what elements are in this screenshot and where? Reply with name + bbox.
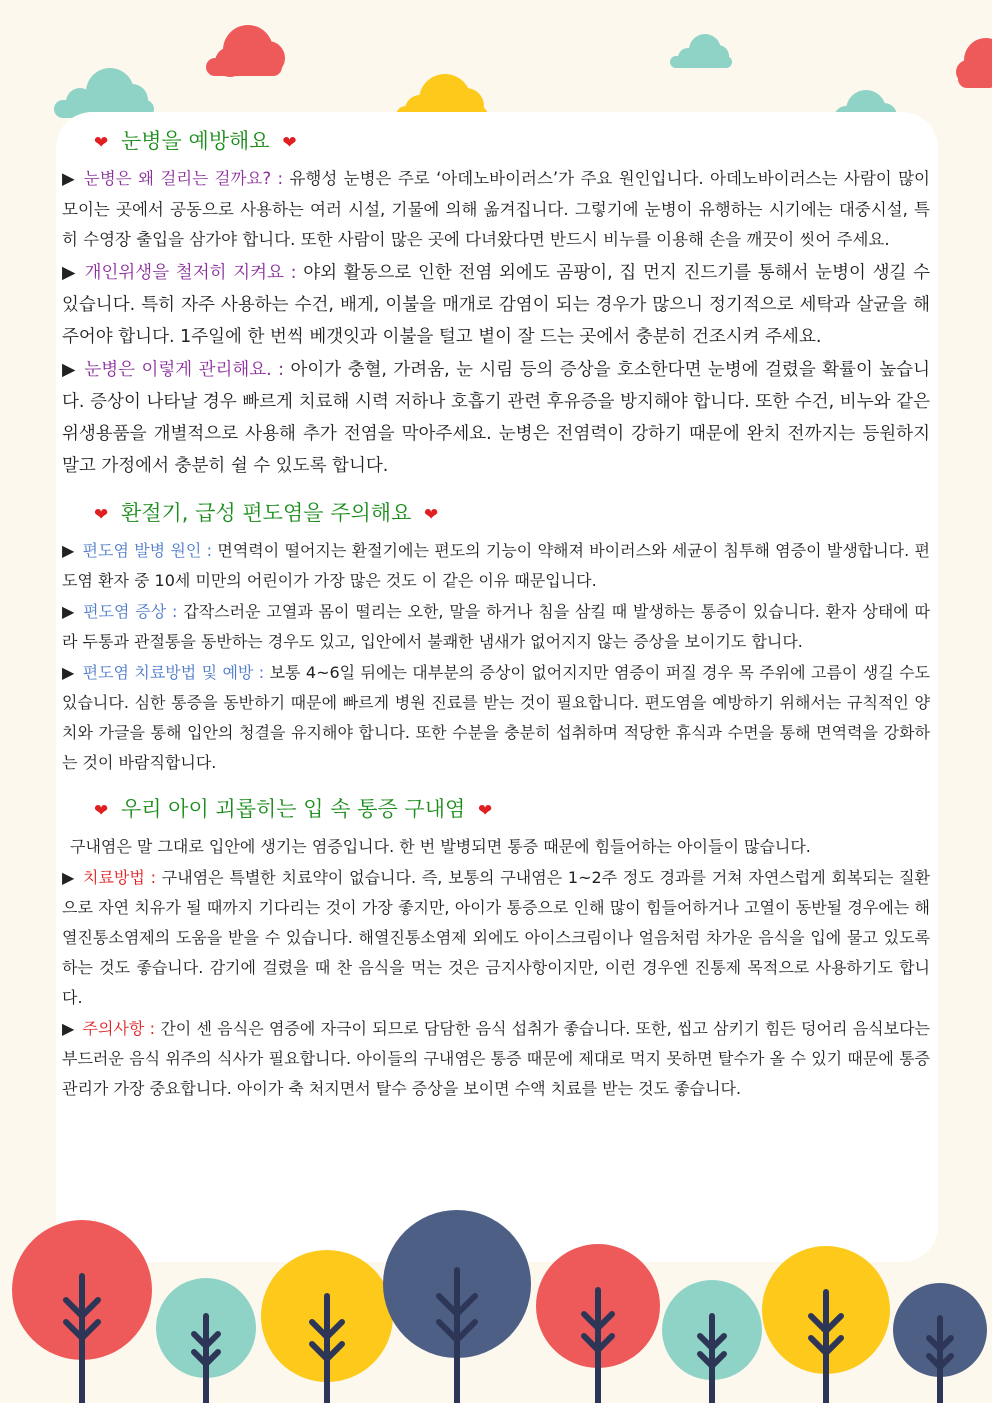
heart-icon: ❤: [94, 800, 109, 821]
cloud-icon: [206, 25, 285, 77]
paragraph: [62, 257, 930, 353]
arrow-icon: ▶: [62, 1018, 75, 1038]
paragraph-text: 면역력이 떨어지는 환절기에는 편도의 기능이 약해져 바이러스와 세균이 침투해 염증이 발생합니다. 편도염 환자 중 10세 미만의 어린이가 가장 많은 것도 이 같은 이유 때문입니다.: [62, 540, 930, 590]
paragraph-label: 눈병은 이렇게 관리해요. :: [84, 359, 285, 380]
paragraph-text: 간이 센 음식은 염증에 자극이 되므로 담담한 음식 섭취가 좋습니다. 또한, 씹고 삼키기 힘든 덩어리 음식보다는 부드러운 음식 위주의 식사가 필요합니다. 아이들의 구내염은 통증 때문에 제대로 먹지 못하면 탈수가 올 수 있기 때문에 통증관리가 가장 중요합니다. 아이가 축 처지면서 탈수 증상을 보이면 수액 치료를 받는 것도 좋습니다.: [62, 1018, 930, 1098]
arrow-icon: ▶: [62, 169, 76, 188]
section-title: [62, 792, 930, 828]
paragraph: [62, 658, 930, 778]
paragraph-label: 주의사항 :: [82, 1018, 156, 1038]
cloud-icon: [956, 38, 992, 88]
paragraph-label: 편도염 발병 원인 :: [82, 540, 213, 560]
paragraph-label: 개인위생을 철저히 지켜요 :: [84, 262, 297, 283]
arrow-icon: ▶: [62, 867, 75, 887]
paragraph: [62, 536, 930, 596]
paragraph-label: 눈병은 왜 걸리는 걸까요? :: [83, 169, 284, 188]
section-tonsillitis: [62, 496, 930, 778]
arrow-icon: ▶: [62, 662, 75, 682]
tree-icon: [383, 1210, 531, 1403]
section-eye-disease: [62, 124, 930, 482]
paragraph-label: 편도염 치료방법 및 예방 :: [82, 662, 265, 682]
tree-icon: [662, 1280, 762, 1403]
tree-icon: [762, 1246, 890, 1403]
arrow-icon: ▶: [62, 262, 77, 283]
paragraph-text: 유행성 눈병은 주로 ‘아데노바이러스’가 주요 원인입니다. 아데노바이러스는 사람이 많이 모이는 곳에서 공동으로 사용하는 여러 시설, 기물에 의해 옮겨집니다. 그렇기에 눈병이 유행하는 시기에는 대중시설, 특히 수영장 출입을 삼가야 합니다. 또한 사람이 많은 곳에 다녀왔다면 반드시 비누를 이용해 손을 깨끗이 씻어 주세요.: [62, 169, 930, 249]
article-body: [62, 124, 930, 1105]
section-title-text: 환절기, 급성 편도염을 주의해요: [120, 500, 412, 525]
paragraph-text: 야외 활동으로 인한 전염 외에도 곰팡이, 집 먼지 진드기를 통해서 눈병이 생길 수 있습니다. 특히 자주 사용하는 수건, 배게, 이불을 매개로 감염이 되는 경우가 많으니 정기적으로 세탁과 살균을 해주어야 합니다. 1주일에 한 번씩 베갯잇과 이불을 털고 볕이 잘 드는 곳에서 충분히 건조시켜 주세요.: [62, 262, 930, 347]
paragraph: [62, 354, 930, 482]
section-title-text: 우리 아이 괴롭히는 입 속 통증 구내염: [120, 796, 466, 821]
tree-icon: [156, 1278, 256, 1403]
arrow-icon: ▶: [62, 601, 76, 621]
cloud-icon: [54, 68, 154, 118]
section-title-text: 눈병을 예방해요: [120, 129, 270, 153]
heart-icon: ❤: [424, 504, 439, 525]
tree-icon: [261, 1250, 393, 1403]
paragraph-label: 치료방법 :: [83, 867, 156, 887]
heart-icon: ❤: [94, 504, 109, 525]
tree-icon: [893, 1283, 987, 1403]
heart-icon: ❤: [477, 800, 493, 821]
paragraph-label: 편도염 증상 :: [83, 601, 178, 621]
paragraph: [62, 597, 930, 657]
heart-icon: ❤: [282, 133, 297, 153]
tree-icon: [536, 1244, 660, 1403]
arrow-icon: ▶: [62, 540, 75, 560]
tree-decoration: [0, 1200, 992, 1403]
section-title: [62, 124, 930, 160]
paragraph: [62, 1014, 930, 1104]
heart-icon: ❤: [94, 133, 109, 153]
intro-text: 구내염은 말 그대로 입안에 생기는 염증입니다. 한 번 발병되면 통증 때문에 힘들어하는 아이들이 많습니다.: [70, 836, 811, 856]
paragraph: [62, 164, 930, 256]
paragraph-text: 아이가 충혈, 가려움, 눈 시림 등의 증상을 호소한다면 눈병에 걸렸을 확률이 높습니다. 증상이 나타날 경우 빠르게 치료해 시력 저하나 호흡기 관련 후유증을 방지해야 합니다. 또한 수건, 비누와 같은 위생용품을 개별적으로 사용해 추가 전염을 막아주세요. 눈병은 전염력이 강하기 때문에 완치 전까지는 등원하지 말고 가정에서 충분히 쉴 수 있도록 합니다.: [62, 359, 930, 476]
tree-icon: [12, 1220, 152, 1403]
paragraph-text: 갑작스러운 고열과 몸이 떨리는 오한, 말을 하거나 침을 삼킬 때 발생하는 통증이 있습니다. 환자 상태에 따라 두통과 관절통을 동반하는 경우도 있고, 입안에서 불쾌한 냄새가 없어지지 않는 증상을 보이기도 합니다.: [62, 601, 931, 651]
section-stomatitis: [62, 792, 930, 1104]
arrow-icon: ▶: [62, 359, 77, 380]
section-title: [62, 496, 930, 532]
cloud-icon: [670, 34, 732, 68]
paragraph: [62, 863, 930, 1013]
paragraph-text: 보통 4~6일 뒤에는 대부분의 증상이 없어지지만 염증이 퍼질 경우 목 주위에 고름이 생길 수도 있습니다. 심한 통증을 동반하기 때문에 빠르게 병원 진료를 받는 것이 필요합니다. 편도염을 예방하기 위해서는 규칙적인 양치와 가글을 통해 입안의 청결을 유지해야 합니다. 또한 수분을 충분히 섭취하며 적당한 휴식과 수면을 통해 면역력을 강화하는 것이 바람직합니다.: [62, 662, 930, 772]
paragraph-text: 구내염은 특별한 치료약이 없습니다. 즉, 보통의 구내염은 1~2주 정도 경과를 거쳐 자연스럽게 회복되는 질환으로 자연 치유가 될 때까지 기다리는 것이 가장 좋지만, 아이가 통증으로 인해 많이 힘들어하거나 고열이 동반될 경우에는 해열진통소염제의 도움을 받을 수 있습니다. 해열진통소염제 외에도 아이스크림이나 얼음처럼 차가운 음식을 입에 물고 있도록 하는 것도 좋습니다. 감기에 걸렸을 때 찬 음식을 먹는 것은 금지사항이지만, 이런 경우엔 진통제 목적으로 사용하기도 합니다.: [62, 867, 930, 1007]
